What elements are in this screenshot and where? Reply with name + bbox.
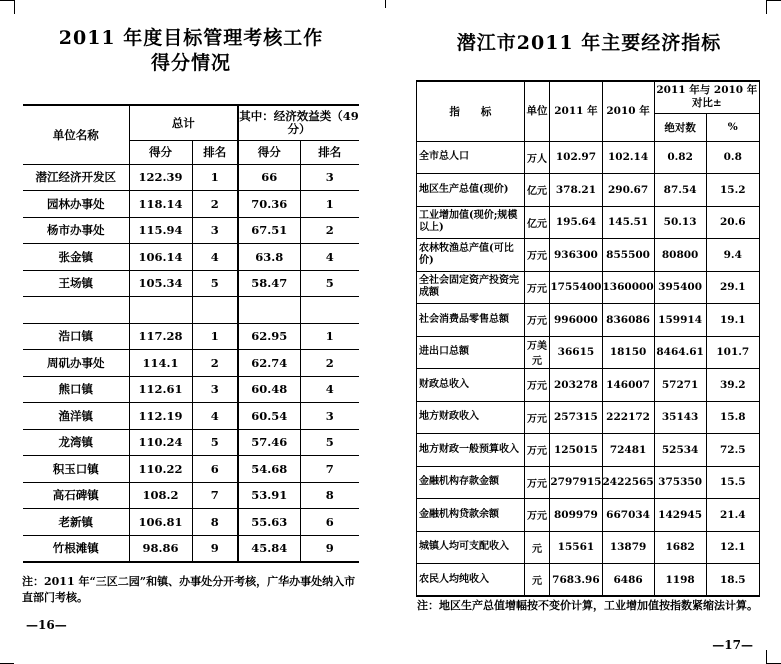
cell-econ-rank: 1 xyxy=(300,323,359,350)
cell-total-rank: 3 xyxy=(192,376,238,403)
cell-econ-rank: 4 xyxy=(300,376,359,403)
table-row xyxy=(23,191,359,218)
cell-absolute: 142945 xyxy=(654,499,706,532)
table-row xyxy=(417,434,760,467)
cell-econ-score: 62.74 xyxy=(238,350,300,377)
cell-total-rank: 5 xyxy=(192,270,238,297)
header-percent: % xyxy=(706,113,759,141)
cell-total-score: 112.61 xyxy=(129,376,192,403)
cell-value-2010: 222172 xyxy=(602,401,654,434)
table-row xyxy=(23,350,359,377)
cell-value-2011: 257315 xyxy=(550,401,602,434)
cell-value-2011: 102.97 xyxy=(550,141,602,174)
cell-total-rank: 9 xyxy=(192,535,238,562)
cell-value-2010: 13879 xyxy=(602,531,654,564)
cell-total-score: 110.22 xyxy=(129,456,192,483)
cell-absolute: 87.54 xyxy=(654,174,706,207)
cell-econ-rank: 1 xyxy=(300,191,359,218)
table-row xyxy=(417,239,760,272)
cell-absolute: 1682 xyxy=(654,531,706,564)
header-compare: 2011 年与 2010 年对比± xyxy=(654,81,759,113)
cell-percent: 20.6 xyxy=(706,206,759,239)
table-row xyxy=(23,429,359,456)
cell-unit: 浩口镇 xyxy=(23,323,129,350)
cell-absolute: 35143 xyxy=(654,401,706,434)
left-title-line1: 2011 年度目标管理考核工作 xyxy=(58,27,324,49)
cell-indicator: 地方财政收入 xyxy=(417,401,525,434)
table-row xyxy=(23,535,359,562)
cell-percent: 15.2 xyxy=(706,174,759,207)
cell-econ-rank: 3 xyxy=(300,164,359,191)
table-row xyxy=(23,164,359,191)
table-row xyxy=(23,217,359,244)
cell-indicator: 金融机构存款金额 xyxy=(417,466,525,499)
cell-unit: 万人 xyxy=(524,141,550,174)
cell-indicator: 全市总人口 xyxy=(417,141,525,174)
table-row xyxy=(417,206,760,239)
cell-unit: 渔洋镇 xyxy=(23,403,129,430)
cell-econ-rank: 7 xyxy=(300,456,359,483)
cell-value-2010: 855500 xyxy=(602,239,654,272)
cell-percent: 15.5 xyxy=(706,466,759,499)
cell-econ-rank: 3 xyxy=(300,403,359,430)
cell-total-rank: 1 xyxy=(192,323,238,350)
cell-unit: 元 xyxy=(524,531,550,564)
cell-percent: 12.1 xyxy=(706,531,759,564)
cell-absolute: 0.82 xyxy=(654,141,706,174)
cell-absolute: 8464.61 xyxy=(654,336,706,369)
cell-percent: 29.1 xyxy=(706,271,759,304)
cell-econ-score: 53.91 xyxy=(238,482,300,509)
cell-econ-score: 62.95 xyxy=(238,323,300,350)
table-row xyxy=(23,403,359,430)
crop-mark xyxy=(14,0,15,14)
cell-econ-score: 60.54 xyxy=(238,403,300,430)
table-row xyxy=(417,369,760,402)
cell-value-2010: 1360000 xyxy=(602,271,654,304)
cell-total-rank: 1 xyxy=(192,164,238,191)
cell-value-2011: 996000 xyxy=(550,304,602,337)
cell-percent: 72.5 xyxy=(706,434,759,467)
cell-econ-score: 67.51 xyxy=(238,217,300,244)
cell-econ-score: 66 xyxy=(238,164,300,191)
table-row xyxy=(417,304,760,337)
cell-total-score: 108.2 xyxy=(129,482,192,509)
right-page xyxy=(413,22,765,652)
header-unit: 单位 xyxy=(524,81,550,141)
cell-total-score xyxy=(129,297,192,324)
cell-total-score: 98.86 xyxy=(129,535,192,562)
cell-unit: 杨市办事处 xyxy=(23,217,129,244)
cell-value-2010: 146007 xyxy=(602,369,654,402)
table-row xyxy=(23,482,359,509)
crop-mark xyxy=(0,0,14,1)
left-page xyxy=(20,22,362,652)
cell-absolute: 159914 xyxy=(654,304,706,337)
cell-absolute: 50.13 xyxy=(654,206,706,239)
cell-percent: 0.8 xyxy=(706,141,759,174)
table-row xyxy=(23,244,359,271)
cell-unit: 高石碑镇 xyxy=(23,482,129,509)
right-note: 注：地区生产总值增幅按不变价计算，工业增加值按指数紧缩法计算。 xyxy=(417,599,758,612)
cell-percent: 39.2 xyxy=(706,369,759,402)
cell-percent: 21.4 xyxy=(706,499,759,532)
cell-indicator: 全社会固定资产投资完成额 xyxy=(417,271,525,304)
table-row xyxy=(417,336,760,369)
cell-total-rank: 5 xyxy=(192,429,238,456)
cell-econ-rank: 5 xyxy=(300,429,359,456)
cell-value-2011: 7683.96 xyxy=(550,564,602,597)
cell-unit: 潜江经济开发区 xyxy=(23,164,129,191)
cell-econ-score: 58.47 xyxy=(238,270,300,297)
cell-econ-score xyxy=(238,297,300,324)
cell-total-score: 112.19 xyxy=(129,403,192,430)
table-row xyxy=(417,174,760,207)
cell-percent: 18.5 xyxy=(706,564,759,597)
right-page-number: —17— xyxy=(712,638,753,652)
cell-total-score: 122.39 xyxy=(129,164,192,191)
cell-unit: 万元 xyxy=(524,304,550,337)
left-page-number: —16— xyxy=(26,618,67,632)
table-row xyxy=(23,456,359,483)
cell-unit: 老新镇 xyxy=(23,509,129,536)
cell-indicator: 地区生产总值(现价) xyxy=(417,174,525,207)
cell-value-2011: 936300 xyxy=(550,239,602,272)
cell-indicator: 社会消费品零售总额 xyxy=(417,304,525,337)
table-row xyxy=(417,499,760,532)
cell-unit: 张金镇 xyxy=(23,244,129,271)
header-score: 得分 xyxy=(129,140,192,164)
cell-value-2010: 2422565 xyxy=(602,466,654,499)
crop-mark xyxy=(766,0,767,14)
cell-total-rank: 2 xyxy=(192,350,238,377)
cell-econ-score: 63.8 xyxy=(238,244,300,271)
cell-absolute: 80800 xyxy=(654,239,706,272)
cell-total-score: 118.14 xyxy=(129,191,192,218)
cell-unit: 积玉口镇 xyxy=(23,456,129,483)
cell-value-2011: 1755400 xyxy=(550,271,602,304)
header-absolute: 绝对数 xyxy=(654,113,706,141)
table-row xyxy=(23,323,359,350)
cell-unit: 园林办事处 xyxy=(23,191,129,218)
left-note: 注：2011 年“三区二园”和镇、办事处分开考核，广华办事处纳入市直部门考核。 xyxy=(22,575,356,604)
table-row xyxy=(23,297,359,324)
cell-value-2011: 195.64 xyxy=(550,206,602,239)
crop-mark xyxy=(385,0,386,8)
cell-unit: 熊口镇 xyxy=(23,376,129,403)
cell-percent: 19.1 xyxy=(706,304,759,337)
cell-econ-rank: 2 xyxy=(300,217,359,244)
cell-value-2011: 36615 xyxy=(550,336,602,369)
cell-econ-score: 60.48 xyxy=(238,376,300,403)
cell-econ-score: 70.36 xyxy=(238,191,300,218)
header-rank: 排名 xyxy=(192,140,238,164)
cell-econ-score: 55.63 xyxy=(238,509,300,536)
table-row xyxy=(23,376,359,403)
header-indicator: 指 标 xyxy=(417,81,525,141)
header-2010: 2010 年 xyxy=(602,81,654,141)
cell-indicator: 进出口总额 xyxy=(417,336,525,369)
crop-mark xyxy=(767,0,781,1)
cell-econ-rank: 4 xyxy=(300,244,359,271)
cell-econ-score: 45.84 xyxy=(238,535,300,562)
cell-unit xyxy=(23,297,129,324)
cell-percent: 101.7 xyxy=(706,336,759,369)
cell-value-2010: 836086 xyxy=(602,304,654,337)
header-econ-score: 得分 xyxy=(238,140,300,164)
header-econ-rank: 排名 xyxy=(300,140,359,164)
table-row xyxy=(417,564,760,597)
cell-econ-score: 54.68 xyxy=(238,456,300,483)
cell-absolute: 1198 xyxy=(654,564,706,597)
cell-unit: 万元 xyxy=(524,499,550,532)
cell-unit: 竹根滩镇 xyxy=(23,535,129,562)
cell-indicator: 财政总收入 xyxy=(417,369,525,402)
cell-unit: 周矶办事处 xyxy=(23,350,129,377)
cell-unit: 万元 xyxy=(524,401,550,434)
cell-value-2010: 6486 xyxy=(602,564,654,597)
cell-value-2010: 102.14 xyxy=(602,141,654,174)
cell-econ-score: 57.46 xyxy=(238,429,300,456)
cell-value-2011: 15561 xyxy=(550,531,602,564)
cell-value-2010: 72481 xyxy=(602,434,654,467)
cell-total-score: 106.81 xyxy=(129,509,192,536)
cell-percent: 15.8 xyxy=(706,401,759,434)
cell-value-2011: 203278 xyxy=(550,369,602,402)
cell-total-rank xyxy=(192,297,238,324)
cell-total-score: 105.34 xyxy=(129,270,192,297)
cell-total-score: 117.28 xyxy=(129,323,192,350)
cell-unit: 万美元 xyxy=(524,336,550,369)
table-row xyxy=(417,466,760,499)
cell-indicator: 工业增加值(现价;规模以上) xyxy=(417,206,525,239)
right-title: 潜江市2011 年主要经济指标 xyxy=(456,32,722,54)
cell-econ-rank: 6 xyxy=(300,509,359,536)
cell-unit: 龙湾镇 xyxy=(23,429,129,456)
cell-value-2010: 145.51 xyxy=(602,206,654,239)
cell-unit: 王场镇 xyxy=(23,270,129,297)
cell-econ-rank: 9 xyxy=(300,535,359,562)
table-row xyxy=(417,531,760,564)
cell-total-score: 110.24 xyxy=(129,429,192,456)
cell-value-2011: 2797915 xyxy=(550,466,602,499)
cell-total-rank: 7 xyxy=(192,482,238,509)
cell-absolute: 395400 xyxy=(654,271,706,304)
cell-unit: 元 xyxy=(524,564,550,597)
cell-indicator: 地方财政一般预算收入 xyxy=(417,434,525,467)
cell-indicator: 农林牧渔总产值(可比价) xyxy=(417,239,525,272)
cell-value-2011: 809979 xyxy=(550,499,602,532)
table-row xyxy=(23,509,359,536)
cell-indicator: 金融机构贷款余额 xyxy=(417,499,525,532)
cell-total-score: 114.1 xyxy=(129,350,192,377)
left-title-line2: 得分情况 xyxy=(150,52,231,74)
cell-total-rank: 3 xyxy=(192,217,238,244)
table-row xyxy=(417,271,760,304)
cell-indicator: 农民人均纯收入 xyxy=(417,564,525,597)
cell-total-score: 106.14 xyxy=(129,244,192,271)
cell-value-2011: 125015 xyxy=(550,434,602,467)
table-row xyxy=(417,141,760,174)
cell-value-2010: 667034 xyxy=(602,499,654,532)
cell-unit: 万元 xyxy=(524,271,550,304)
cell-total-score: 115.94 xyxy=(129,217,192,244)
cell-econ-rank xyxy=(300,297,359,324)
cell-econ-rank: 5 xyxy=(300,270,359,297)
crop-mark xyxy=(766,650,767,664)
cell-value-2010: 290.67 xyxy=(602,174,654,207)
cell-indicator: 城镇人均可支配收入 xyxy=(417,531,525,564)
cell-value-2010: 18150 xyxy=(602,336,654,369)
cell-total-rank: 4 xyxy=(192,403,238,430)
table-row xyxy=(23,270,359,297)
cell-total-rank: 6 xyxy=(192,456,238,483)
cell-absolute: 52534 xyxy=(654,434,706,467)
header-unit-name: 单位名称 xyxy=(23,105,129,164)
indicator-table xyxy=(416,80,760,597)
cell-econ-rank: 8 xyxy=(300,482,359,509)
cell-unit: 万元 xyxy=(524,239,550,272)
cell-total-rank: 4 xyxy=(192,244,238,271)
cell-percent: 9.4 xyxy=(706,239,759,272)
left-title xyxy=(20,26,362,76)
cell-unit: 亿元 xyxy=(524,206,550,239)
cell-unit: 万元 xyxy=(524,434,550,467)
cell-econ-rank: 2 xyxy=(300,350,359,377)
header-total: 总计 xyxy=(129,105,238,140)
cell-absolute: 57271 xyxy=(654,369,706,402)
score-table xyxy=(23,104,359,563)
cell-total-rank: 2 xyxy=(192,191,238,218)
cell-value-2011: 378.21 xyxy=(550,174,602,207)
cell-unit: 亿元 xyxy=(524,174,550,207)
cell-unit: 万元 xyxy=(524,466,550,499)
table-row xyxy=(417,401,760,434)
cell-absolute: 375350 xyxy=(654,466,706,499)
header-econ: 其中：经济效益类（49 分） xyxy=(238,105,359,140)
cell-total-rank: 8 xyxy=(192,509,238,536)
header-2011: 2011 年 xyxy=(550,81,602,141)
cell-unit: 万元 xyxy=(524,369,550,402)
